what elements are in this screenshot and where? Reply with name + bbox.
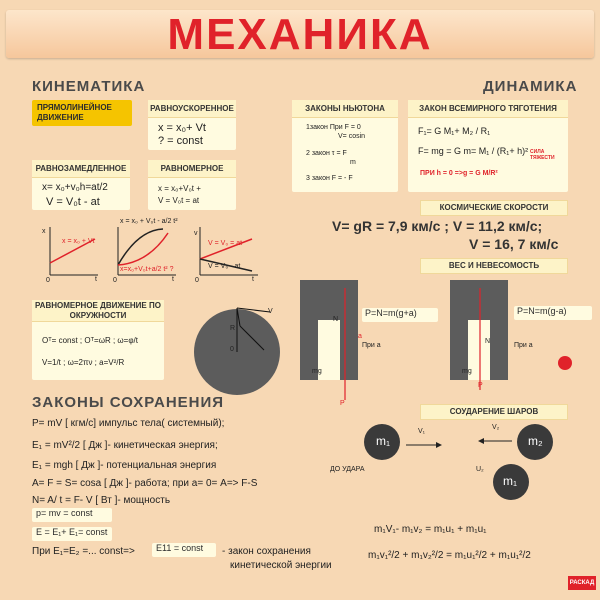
uniform-header: РАВНОМЕРНОЕ [148,160,236,178]
uniform-formula-2: V = V₀t = at [158,196,200,205]
momentum-box: p= mv = const [32,508,112,522]
ball-m2-label: m₂ [528,434,543,448]
newton-laws-box [292,100,398,192]
momentum-equation: m₁V₁- m₁v₂ = m₁u₁ + m₁u₁ [374,524,487,535]
graph3-axis-v: v [194,230,198,237]
uniform-box [148,160,236,210]
collision-header: СОУДАРЕНИЕ ШАРОВ [420,404,568,420]
circle-formula-1: Oᵀ= const ; Oᵀ=ωR ; ω=φ/t [42,336,138,345]
v2-label: V₂ [492,424,500,431]
elevator1-mg: mg [312,368,322,375]
page-title: МЕХАНИКА [167,10,433,59]
elevator1-P: P [340,400,345,407]
kinematics-heading: КИНЕМАТИКА [32,78,146,95]
ball-m1-label: m₁ [376,434,391,448]
elevator-down-diagram [450,280,520,390]
circular-motion-box [32,300,164,380]
circle-formula-2: V=1/t ; ω=2πν ; a=V²/R [42,358,125,367]
cosmic-header: КОСМИЧЕСКИЕ СКОРОСТИ [420,200,568,216]
gravity-header: ЗАКОН ВСЕМИРНОГО ТЯГОТЕНИЯ [408,100,568,118]
graph2-label-bottom: x=x₀+V₀t+a/2 t² ? [120,266,174,273]
dynamics-heading: ДИНАМИКА [483,78,578,95]
conservation-line-6c: кинетической энергии [230,560,332,571]
circular-header: РАВНОМЕРНОЕ ДВИЖЕНИЕ ПО ОКРУЖНОСТИ [32,300,164,322]
circle-label-R: R [230,325,236,332]
graph1-origin: 0 [46,277,50,284]
graph1-label: x = x₀ + Vt [62,238,95,245]
publisher-logo: РАСКАД [568,576,596,590]
newton-law-2: 2 закон τ = F [306,150,347,157]
decelerated-box [32,160,130,210]
graph2-origin: 0 [113,277,117,284]
graph1-axis-x: x [42,228,46,235]
weight-header: ВЕС И НЕВЕСОМОСТЬ [420,258,568,274]
conservation-line-6b: - закон сохранения [222,546,311,557]
graph2-axis-t: t [172,276,174,283]
accelerated-box [148,100,236,150]
circle-diagram [192,298,292,398]
conservation-heading: ЗАКОНЫ СОХРАНЕНИЯ [32,394,225,411]
elevator2-mg: mg [462,368,472,375]
gravity-formula-2: F= mg = G m= M₁ / (R₁+ h)² [418,146,529,156]
uniform-formula-1: x = x₀+V₀t + [158,184,201,193]
weight-formula-2: P=N=m(g-a) [514,306,592,320]
ball-m1-right-label: m₁ [503,474,518,488]
newton-header: ЗАКОНЫ НЬЮТОНА [292,100,398,118]
u2-label: U₂ [476,466,484,473]
e11-box: E11 = const [152,543,216,557]
circle-label-0: 0 [230,346,234,353]
gravity-formula-3: ПРИ h = 0 =>g = G M/R² [420,170,498,177]
conservation-line-2: E₁ = mV²/2 [ Дж ]- кинетическая энергия; [32,440,218,451]
decel-formula-1: x= x₀+v₀h=at/2 [42,182,108,193]
gravity-note: СИЛА ТЯЖЕСТИ [530,149,555,161]
graph2-label-top: x = x₀ + V₀t - a/2 t² [120,218,178,225]
graph-uniform-motion [40,225,100,280]
gravity-law-box [408,100,568,192]
circle-label-V: V [268,308,273,315]
graph1-axis-t: t [95,276,97,283]
elevator2-pri-a: При a [514,342,533,349]
elevator2-N: N [485,338,491,345]
graph3-origin: 0 [195,277,199,284]
graph3-label-bottom: V = V₀ - at [208,263,241,270]
weight-formula-1: P=N=m(g+a) [362,308,438,322]
graph3-label-top: V = V₀ = at [208,240,243,247]
arrow-v2 [478,436,514,446]
arrow-v1 [406,440,446,450]
cosmic-line-1: V= gR = 7,9 км/с ; V = 11,2 км/с; [332,218,543,234]
elevator1-pri-a: При a [362,342,381,349]
elevator1-N: N [333,316,339,323]
elevator2-P: P [478,382,483,389]
v1-label: V₁ [418,428,426,435]
graph-velocity [190,225,260,280]
conservation-line-6: При E₁=E₂ =... const=> [32,546,135,557]
newton-law-1: 1закон При F = 0 [306,124,361,131]
newton-law-3: 3 закон F = - F [306,175,353,182]
conservation-line-3: E₁ = mgh [ Дж ]- потенциальная энергия [32,460,217,471]
accelerated-header: РАВНОУСКОРЕННОЕ [148,100,236,118]
cosmic-line-2: V = 16, 7 км/с [469,236,559,252]
elevator1-a: a [358,333,362,340]
decelerated-header: РАВНОЗАМЕДЛЕННОЕ [32,160,130,178]
newton-law-1b: V= cosin [338,133,366,140]
conservation-line-5: N= A/ t = F- V [ Вт ]- мощность [32,495,171,506]
graph3-axis-t: t [252,276,254,283]
accel-formula-2: ? = const [158,135,203,147]
energy-box: E = E₁+ E₁= const [32,527,112,541]
decel-formula-2: V = V₀t - at [46,196,100,208]
straight-motion-label: ПРЯМОЛИНЕЙНОЕ ДВИЖЕНИЕ [32,100,132,126]
red-ball [558,356,572,370]
before-impact-label: ДО УДАРА [330,466,365,473]
conservation-line-4: A= F = S= cosa [ Дж ]- работа; при а= 0= A=> F-S [32,478,258,489]
energy-equation: m₁v₁²/2 + m₁v₂²/2 = m₁u₁²/2 + m₁u₁²/2 [368,550,531,561]
gravity-formula-1: F₁= G M₁+ M₂ / R₁ [418,126,491,136]
newton-law-2b: m [350,159,356,166]
accel-formula-1: x = x₀+ Vt [158,122,206,134]
conservation-line-1: P= mV [ кгм/с] импульс тела( системный); [32,418,225,429]
